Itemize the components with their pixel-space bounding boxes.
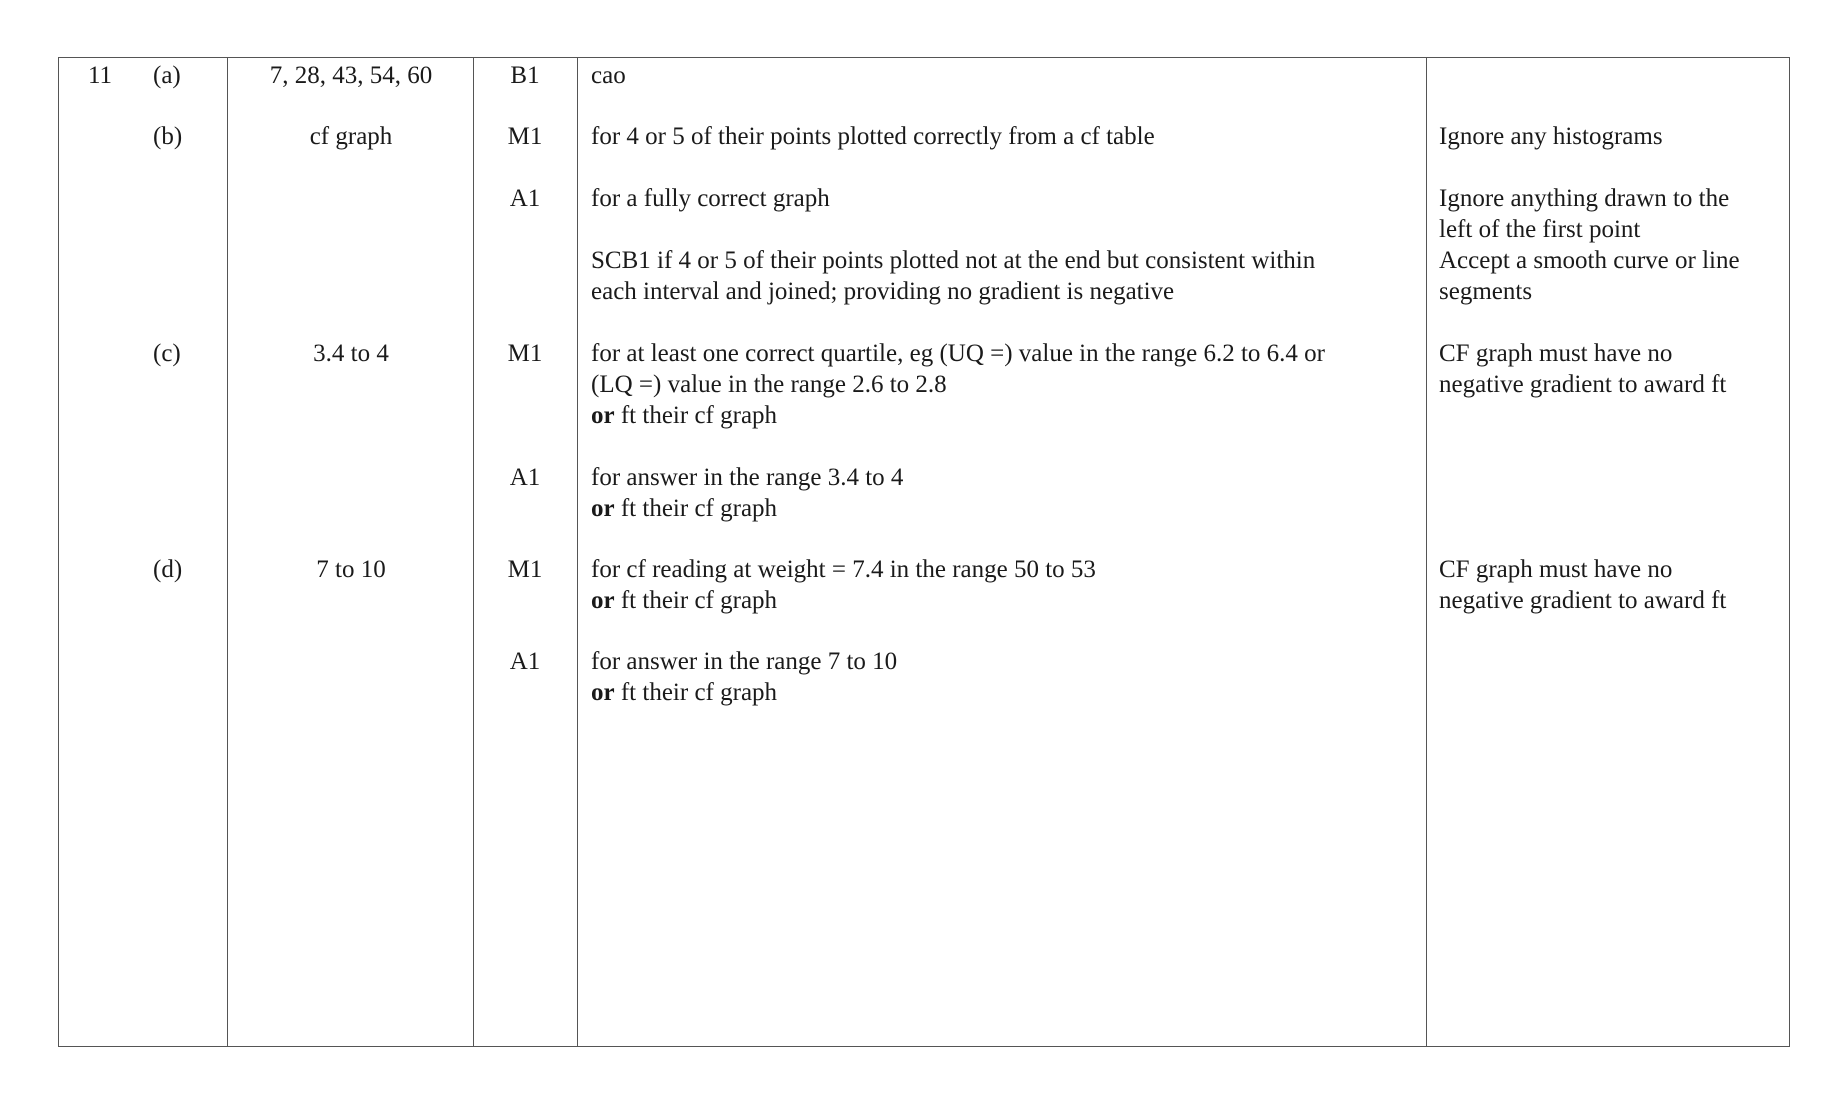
part-d-note-1: CF graph must have no	[1439, 556, 1673, 583]
part-b-a1-guidance: for a fully correct graph	[591, 185, 830, 212]
column-divider-mark	[473, 57, 474, 1047]
part-b-m1-guidance: for 4 or 5 of their points plotted correctly from a cf table	[591, 123, 1155, 150]
part-c-answer: 3.4 to 4	[313, 340, 389, 367]
part-d-answer: 7 to 10	[316, 556, 386, 583]
part-b-scb1-line-2: each interval and joined; providing no gradient is negative	[591, 278, 1175, 305]
part-c-a1-line-2	[591, 493, 777, 524]
ft-text: ft their cf graph	[614, 402, 778, 429]
part-d-a1-line-1: for answer in the range 7 to 10	[591, 648, 898, 675]
or-keyword: or	[591, 402, 615, 429]
part-a-guidance: cao	[591, 62, 626, 89]
part-c-a1-line-1: for answer in the range 3.4 to 4	[591, 464, 904, 491]
or-keyword: or	[591, 495, 615, 522]
part-c-m1-line-3	[591, 400, 777, 431]
part-d-mark-m1: M1	[507, 556, 543, 583]
question-number: 11	[87, 62, 113, 89]
part-a-mark-b1: B1	[510, 62, 540, 89]
part-c-note-1: CF graph must have no	[1439, 340, 1673, 367]
part-a-label: (a)	[153, 62, 181, 89]
part-d-m1-line-1: for cf reading at weight = 7.4 in the range 50 to 53	[591, 556, 1096, 583]
column-divider-notes	[1426, 57, 1427, 1047]
part-b-mark-a1: A1	[509, 185, 541, 212]
or-keyword: or	[591, 679, 615, 706]
part-d-mark-a1: A1	[509, 648, 541, 675]
part-b-note-4: Accept a smooth curve or line	[1439, 247, 1740, 274]
part-b-note-1: Ignore any histograms	[1439, 123, 1663, 150]
part-b-answer: cf graph	[309, 123, 393, 150]
part-c-mark-a1: A1	[509, 464, 541, 491]
part-a-answer: 7, 28, 43, 54, 60	[269, 62, 433, 89]
ft-text: ft their cf graph	[614, 679, 778, 706]
ft-text: ft their cf graph	[614, 587, 778, 614]
part-d-a1-line-2	[591, 677, 777, 708]
part-d-m1-line-2	[591, 585, 777, 616]
part-c-m1-line-2: (LQ =) value in the range 2.6 to 2.8	[591, 371, 947, 398]
ft-text: ft their cf graph	[614, 495, 778, 522]
part-b-label: (b)	[153, 123, 183, 150]
part-d-label: (d)	[153, 556, 183, 583]
part-b-note-3: left of the first point	[1439, 216, 1641, 243]
part-b-mark-m1: M1	[507, 123, 543, 150]
part-b-scb1-line-1: SCB1 if 4 or 5 of their points plotted not at the end but consistent within	[591, 247, 1316, 274]
part-b-note-5: segments	[1439, 278, 1533, 305]
part-d-note-2: negative gradient to award ft	[1439, 587, 1727, 614]
part-b-note-2: Ignore anything drawn to the	[1439, 185, 1730, 212]
part-c-mark-m1: M1	[507, 340, 543, 367]
column-divider-answer	[227, 57, 228, 1047]
or-keyword: or	[591, 587, 615, 614]
part-c-note-2: negative gradient to award ft	[1439, 371, 1727, 398]
part-c-m1-line-1: for at least one correct quartile, eg (UQ =) value in the range 6.2 to 6.4 or	[591, 340, 1325, 367]
part-c-label: (c)	[153, 340, 181, 367]
column-divider-guidance	[577, 57, 578, 1047]
